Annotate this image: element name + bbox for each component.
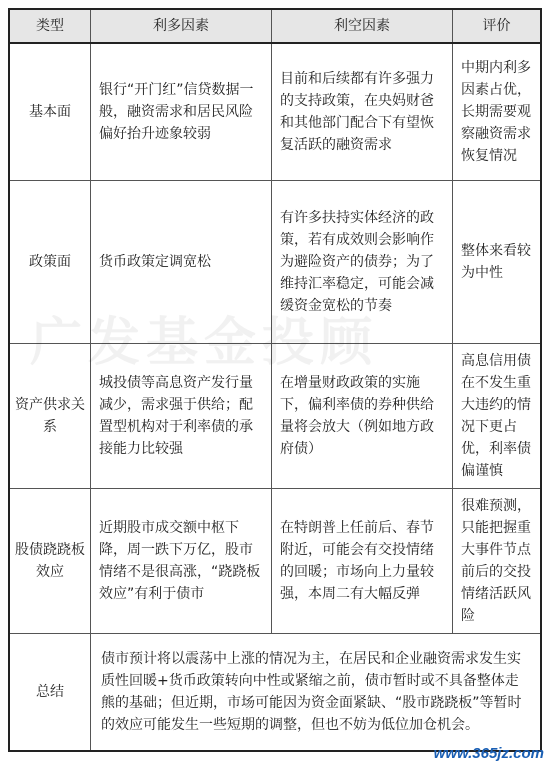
row-category: 资产供求关系 xyxy=(9,344,91,489)
summary-category: 总结 xyxy=(9,634,91,752)
table-row xyxy=(9,344,541,489)
table-row xyxy=(9,43,541,181)
row-bullish: 银行“开门红”信贷数据一般，融资需求和居民风险偏好抬升迹象较弱 xyxy=(91,43,272,181)
row-bullish: 近期股市成交额中枢下降，周一跌下万亿，股市情绪不是很高涨，“跷跷板效应”有利于债市 xyxy=(91,489,272,634)
watermark-logo: 广发基金投顾 xyxy=(30,313,379,373)
table-row xyxy=(9,181,541,344)
header-row xyxy=(9,9,541,43)
row-bearish: 在特朗普上任前后、春节附近，可能会有交投情绪的回暖；市场向上力量较强，本周二有大幅反弹 xyxy=(272,489,453,634)
row-bullish: 城投债等高息资产发行量减少，需求强于供给；配置型机构对于利率债的承接能力比较强 xyxy=(91,344,272,489)
analysis-table xyxy=(8,8,542,752)
header-bearish: 利空因素 xyxy=(272,9,453,43)
row-evaluation: 很难预测，只能把握重大事件节点前后的交投情绪活跃风险 xyxy=(453,489,542,634)
header-bullish: 利多因素 xyxy=(91,9,272,43)
row-evaluation: 中期内利多因素占优，长期需要观察融资需求恢复情况 xyxy=(453,43,542,181)
header-type: 类型 xyxy=(9,9,91,43)
row-category: 股债跷跷板效应 xyxy=(9,489,91,634)
row-bearish: 有许多扶持实体经济的政策，若有成效则会影响作为避险资产的债券；为了维持汇率稳定，可能会减缓资金宽松的节奏 xyxy=(272,181,453,344)
row-evaluation: 高息信用债在不发生重大违约的情况下更占优，利率债偏谨慎 xyxy=(453,344,542,489)
row-bullish: 货币政策定调宽松 xyxy=(91,181,272,344)
summary-row xyxy=(9,634,541,752)
site-url-watermark: www.365jz.com xyxy=(433,745,544,762)
row-category: 基本面 xyxy=(9,43,91,181)
page xyxy=(8,8,542,752)
header-evaluation: 评价 xyxy=(453,9,542,43)
summary-text: 债市预计将以震荡中上涨的情况为主，在居民和企业融资需求发生实质性回暖+货币政策转向中性或紧缩之前，债市暂时或不具备整体走熊的基础；但近期，市场可能因为资金面紧缺、“股市跷跷板”等暂时的效应可能发生一些短期的调整，但也不妨为低位加仓机会。 xyxy=(91,634,542,752)
row-category: 政策面 xyxy=(9,181,91,344)
row-bearish: 在增量财政政策的实施下，偏利率债的券种供给量将会放大（例如地方政府债） xyxy=(272,344,453,489)
row-bearish: 目前和后续都有许多强力的支持政策，在央妈财爸和其他部门配合下有望恢复活跃的融资需求 xyxy=(272,43,453,181)
row-evaluation: 整体来看较为中性 xyxy=(453,181,542,344)
table-row xyxy=(9,489,541,634)
